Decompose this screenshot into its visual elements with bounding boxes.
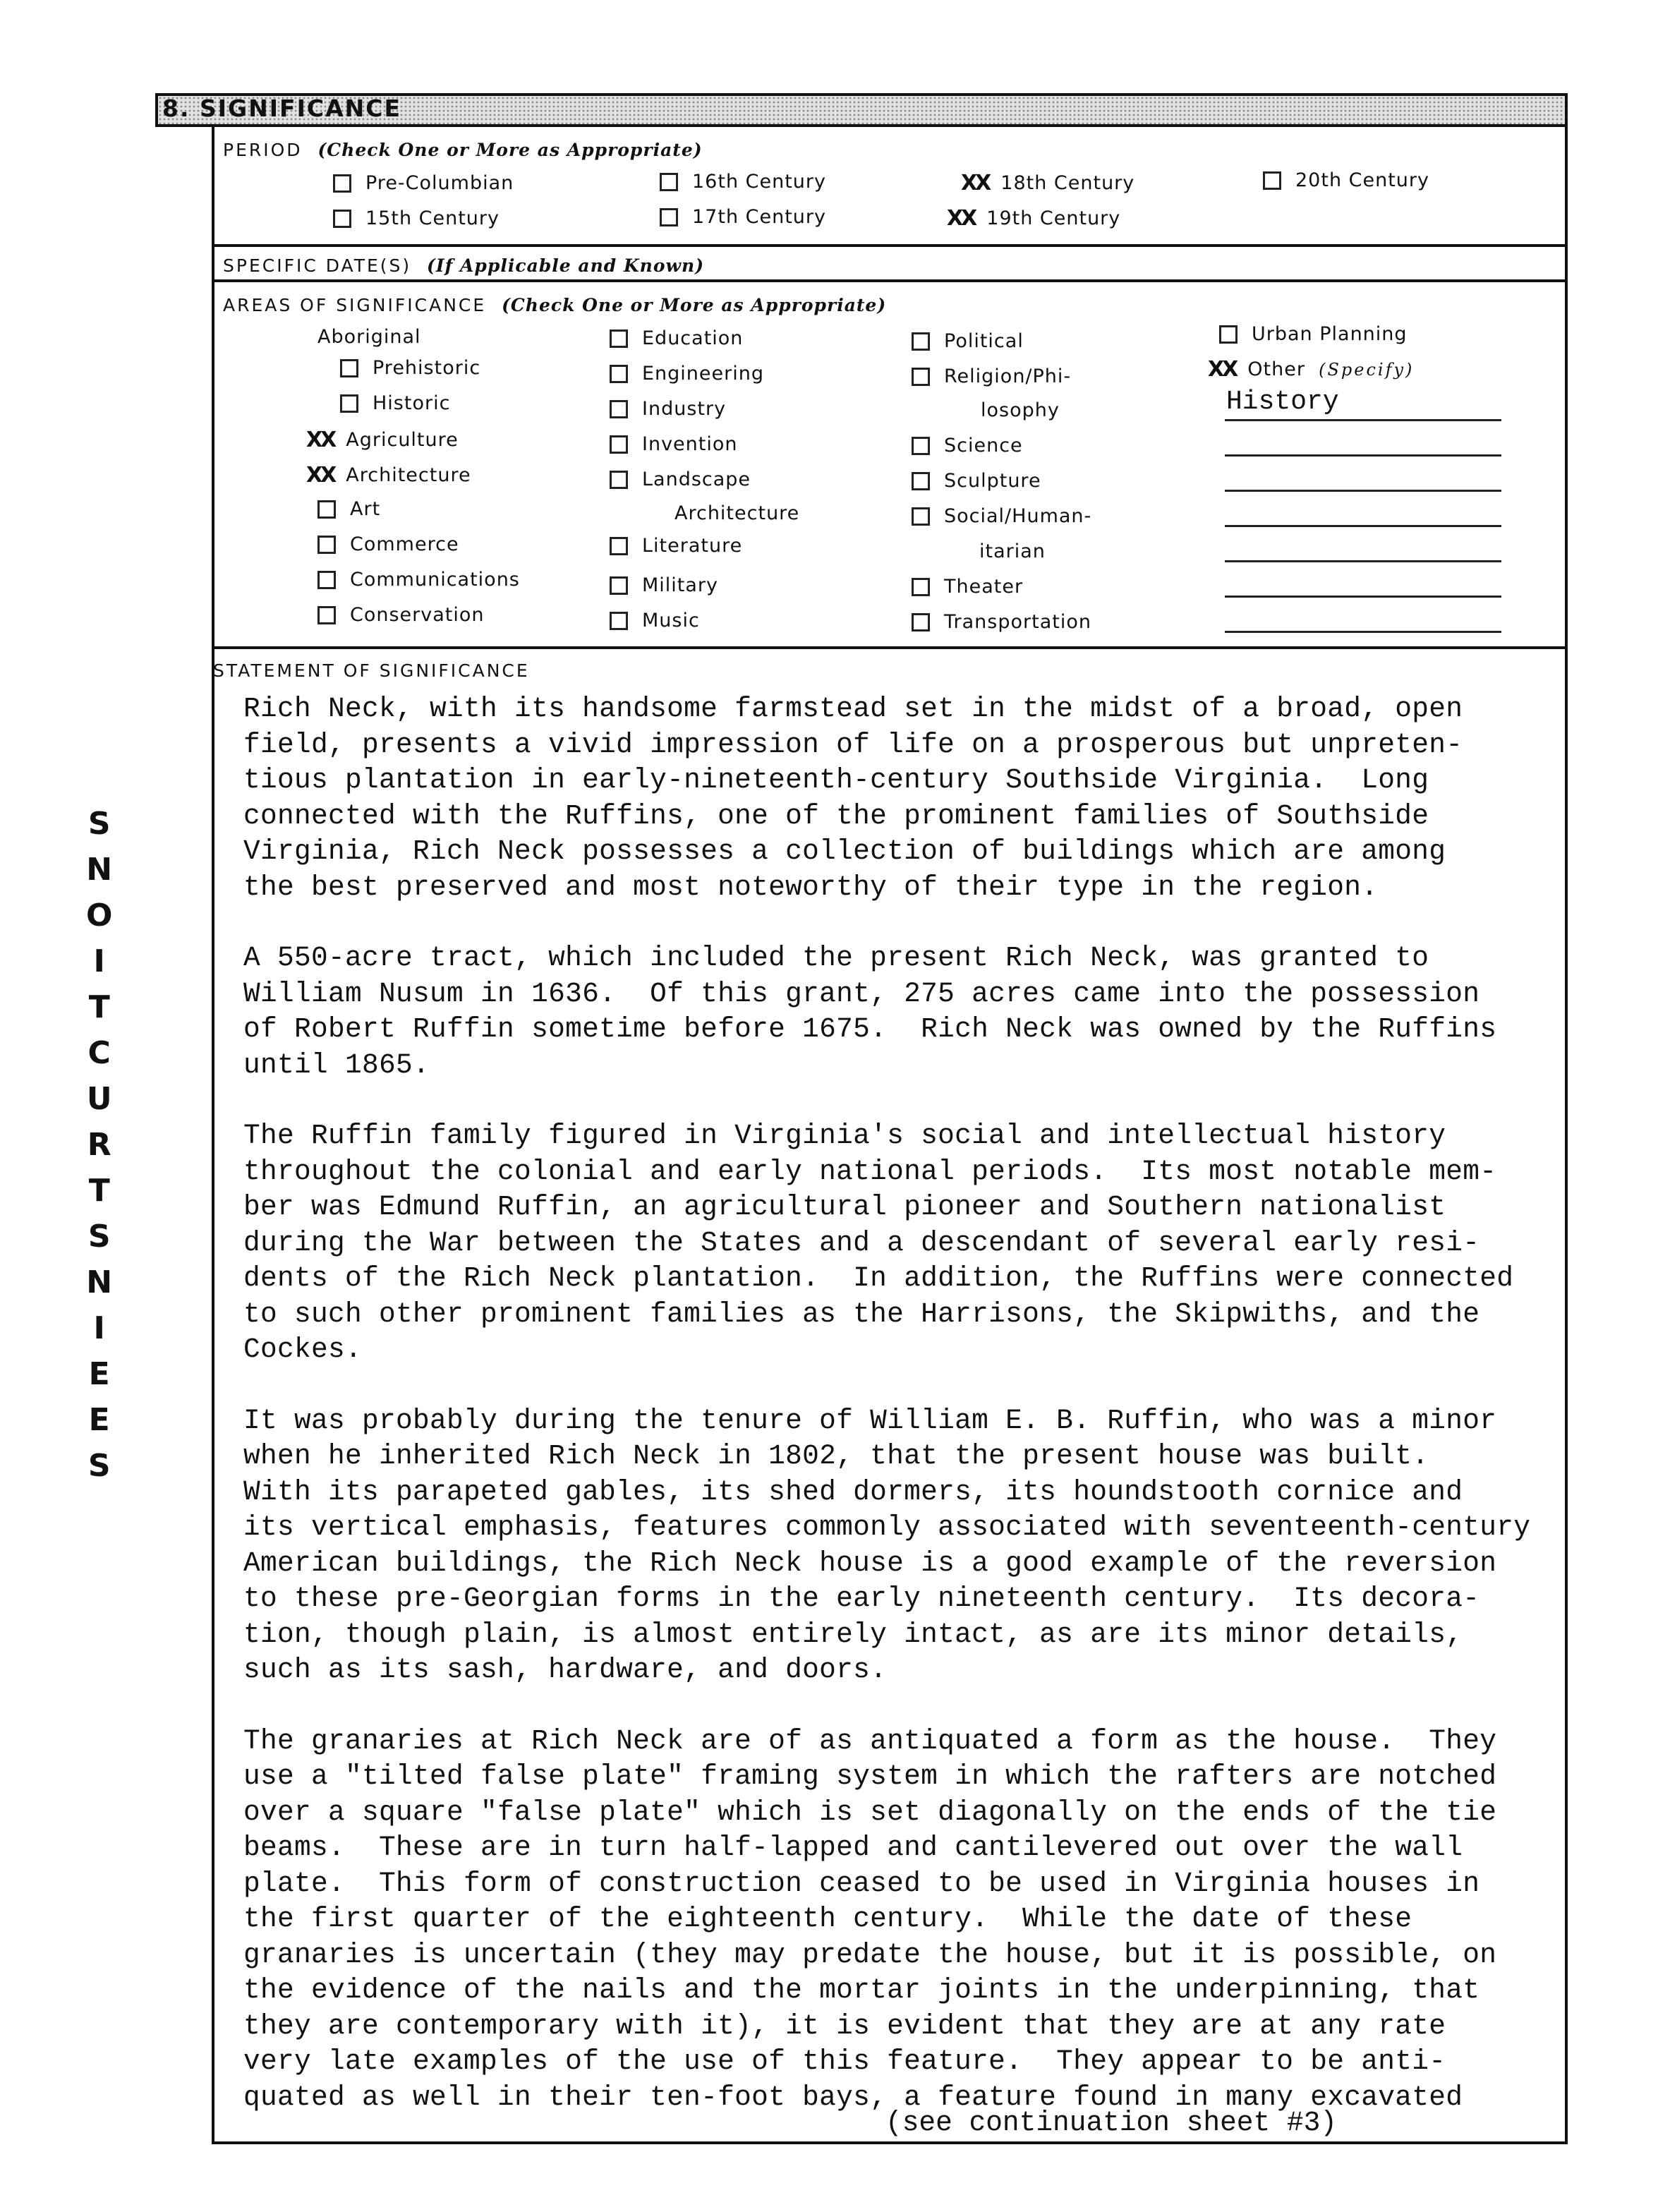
area-theater[interactable]: Theater	[912, 576, 1023, 598]
area-social-continued: itarian	[979, 540, 1046, 562]
checkbox-empty[interactable]	[912, 613, 930, 631]
area-invention[interactable]: Invention	[610, 433, 738, 455]
side-letter: S	[87, 806, 111, 842]
side-letter: I	[93, 943, 105, 979]
checkbox-empty[interactable]	[610, 365, 628, 383]
area-science[interactable]: Science	[912, 435, 1023, 457]
area-literature[interactable]: Literature	[610, 535, 742, 557]
area-landscape-architecture[interactable]: Landscape	[610, 469, 751, 490]
checkbox-empty[interactable]	[912, 368, 930, 386]
area-music[interactable]: Music	[610, 610, 700, 631]
side-letter: I	[93, 1310, 105, 1346]
checkbox-empty[interactable]	[1263, 171, 1281, 190]
other-instruction: (Specify)	[1319, 359, 1415, 380]
area-landscape-continued: Architecture	[674, 502, 800, 524]
period-20th-century[interactable]: 20th Century	[1263, 169, 1429, 191]
area-other[interactable]: XX Other (Specify)	[1208, 357, 1415, 382]
statement-text	[243, 691, 1570, 2151]
area-military[interactable]: Military	[610, 574, 718, 596]
areas-instruction: (Check One or More as Appropriate)	[502, 295, 887, 315]
checkbox-empty[interactable]	[610, 400, 628, 418]
side-letter: S	[87, 1448, 111, 1484]
side-letter: T	[88, 989, 110, 1025]
checkbox-empty[interactable]	[317, 536, 336, 554]
period-instruction: (Check One or More as Appropriate)	[317, 140, 703, 160]
areas-heading: AREAS OF SIGNIFICANCE (Check One or More as Appropriate)	[223, 295, 887, 315]
checkbox-empty[interactable]	[333, 210, 351, 228]
continuation-note: (see continuation sheet #3)	[885, 2107, 1338, 2139]
other-line	[1225, 525, 1501, 527]
checkbox-empty[interactable]	[912, 578, 930, 596]
section-title: 8. SIGNIFICANCE	[162, 95, 401, 122]
area-engineering[interactable]: Engineering	[610, 363, 764, 385]
area-industry[interactable]: Industry	[610, 398, 726, 420]
checkbox-empty[interactable]	[1219, 325, 1238, 344]
side-letter: N	[86, 1264, 113, 1300]
period-18th-century[interactable]: XX 18th Century	[961, 171, 1135, 195]
see-instructions-vertical-text	[86, 801, 112, 1489]
area-historic[interactable]: Historic	[340, 392, 450, 414]
checkbox-empty[interactable]	[317, 500, 336, 519]
other-line	[1225, 490, 1501, 492]
period-19th-century[interactable]: XX 19th Century	[947, 206, 1121, 231]
other-specify-value[interactable]: History	[1226, 387, 1339, 417]
checkbox-empty[interactable]	[912, 507, 930, 526]
period-17th-century[interactable]: 17th Century	[660, 206, 826, 228]
area-conservation[interactable]: Conservation	[317, 604, 485, 626]
statement-paragraph: A 550-acre tract, which included the present Rich Neck, was granted to William Nusum in 1636. Of this grant, 275 acres came into the possession of Robert Ruffin sometime before 1675. Rich Neck was owned by the Ruffins until 1865.	[243, 942, 1497, 1081]
specific-dates-heading: SPECIFIC DATE(S) (If Applicable and Known)	[223, 255, 705, 276]
checked-mark[interactable]: XX	[961, 171, 990, 195]
area-art[interactable]: Art	[317, 498, 380, 520]
statement-heading: STATEMENT OF SIGNIFICANCE	[213, 660, 530, 681]
checked-mark[interactable]: XX	[306, 463, 335, 488]
area-social-humanitarian[interactable]: Social/Human-	[912, 505, 1091, 527]
checkbox-empty[interactable]	[660, 173, 678, 191]
other-line	[1225, 560, 1501, 562]
area-urban-planning[interactable]: Urban Planning	[1219, 323, 1408, 345]
period-15th-century[interactable]: 15th Century	[333, 207, 500, 229]
area-religion-philosophy[interactable]: Religion/Phi-	[912, 365, 1071, 387]
checkbox-empty[interactable]	[333, 174, 351, 193]
statement-paragraph: It was probably during the tenure of William E. B. Ruffin, who was a minor when he inherited Rich Neck in 1802, that the present house was built. With its parapeted gables, its shed dormers, its houndstooth cornice and its vertical emphasis, features commonly associated with seventeenth-century American buildings, the Rich Neck house is a good example of the reversion to these pre-Georgian forms in the early nineteenth century. Its decora- tion, though plain, is almost entirely intact, as are its minor details, such as its sash, hardware, and doors.	[243, 1404, 1531, 1686]
side-letter: U	[86, 1081, 112, 1117]
side-letter: T	[88, 1173, 110, 1209]
divider	[212, 646, 1568, 649]
checkbox-empty[interactable]	[317, 606, 336, 624]
checkbox-empty[interactable]	[610, 435, 628, 454]
area-sculpture[interactable]: Sculpture	[912, 470, 1041, 492]
divider	[212, 279, 1568, 282]
side-letter: N	[86, 852, 113, 888]
side-letter: E	[88, 1356, 110, 1392]
side-letter: O	[86, 898, 113, 933]
checkbox-empty[interactable]	[660, 208, 678, 226]
checkbox-empty[interactable]	[610, 471, 628, 489]
side-letter: C	[87, 1035, 111, 1071]
area-education[interactable]: Education	[610, 327, 743, 349]
divider	[212, 244, 1568, 247]
checked-mark[interactable]: XX	[1208, 357, 1237, 382]
checkbox-empty[interactable]	[912, 472, 930, 490]
other-line	[1225, 596, 1501, 598]
other-line	[1225, 419, 1501, 421]
checked-mark[interactable]: XX	[306, 428, 335, 452]
area-aboriginal: Aboriginal	[317, 326, 421, 348]
area-religion-continued: losophy	[981, 399, 1060, 421]
checkbox-empty[interactable]	[610, 576, 628, 595]
statement-paragraph: The Ruffin family figured in Virginia's social and intellectual history throughout the colonial and early national periods. Its most notable mem- ber was Edmund Ruffin, an agricultural pioneer and Southern nationalist during the War between the States and a descendant of several early resi- dents of the Rich Neck plantation. In addition, the Ruffins were connected to such other prominent families as the Harrisons, the Skipwiths, and the Cockes.	[243, 1120, 1514, 1365]
period-heading: PERIOD (Check One or More as Appropriate)	[223, 140, 703, 160]
specific-dates-instruction: (If Applicable and Known)	[427, 255, 705, 276]
checkbox-empty[interactable]	[912, 437, 930, 455]
checkbox-empty[interactable]	[340, 359, 358, 377]
checkbox-empty[interactable]	[610, 612, 628, 630]
period-16th-century[interactable]: 16th Century	[660, 171, 826, 193]
checked-mark[interactable]: XX	[947, 206, 976, 231]
period-pre-columbian[interactable]: Pre-Columbian	[333, 172, 514, 194]
other-line	[1225, 454, 1501, 457]
checkbox-empty[interactable]	[610, 537, 628, 555]
area-prehistoric[interactable]: Prehistoric	[340, 357, 480, 379]
checkbox-empty[interactable]	[340, 394, 358, 413]
checkbox-empty[interactable]	[912, 332, 930, 351]
side-letter: E	[88, 1402, 110, 1438]
area-agriculture[interactable]: XX Agriculture	[306, 428, 459, 452]
section-number: 8	[162, 95, 180, 122]
area-architecture[interactable]: XX Architecture	[306, 463, 471, 488]
area-political[interactable]: Political	[912, 330, 1024, 352]
side-letter: S	[87, 1219, 111, 1255]
area-commerce[interactable]: Commerce	[317, 533, 459, 555]
statement-paragraph: The granaries at Rich Neck are of as antiquated a form as the house. They use a "tilted false plate" framing system in which the rafters are notched over a square "false plate" which is set diagonally on the ends of the tie beams. These are in turn half-lapped and cantilevered out over the wall plate. This form of construction ceased to be used in Virginia houses in the first quarter of the eighteenth century. While the date of these granaries is uncertain (they may predate the house, but it is possible, on the evidence of the nails and the mortar joints in the underpinning, that they are contemporary with it), it is evident that they are at any rate very late examples of the use of this feature. They appear to be anti- quated as well in their ten-foot bays, a feature found in many excavated	[243, 1724, 1497, 2113]
area-communications[interactable]: Communications	[317, 569, 520, 591]
area-transportation[interactable]: Transportation	[912, 611, 1091, 633]
checkbox-empty[interactable]	[317, 571, 336, 589]
checkbox-empty[interactable]	[610, 330, 628, 348]
statement-paragraph: Rich Neck, with its handsome farmstead set in the midst of a broad, open field, presents a vivid impression of life on a prosperous but unpreten- tious plantation in early-nineteenth-century Southside Virginia. Long connected with the Ruffins, one of the prominent families of Southside Virginia, Rich Neck possesses a collection of buildings which are among the best preserved and most noteworthy of their type in the region.	[243, 693, 1463, 903]
other-line	[1225, 631, 1501, 633]
side-letter: R	[87, 1127, 111, 1163]
